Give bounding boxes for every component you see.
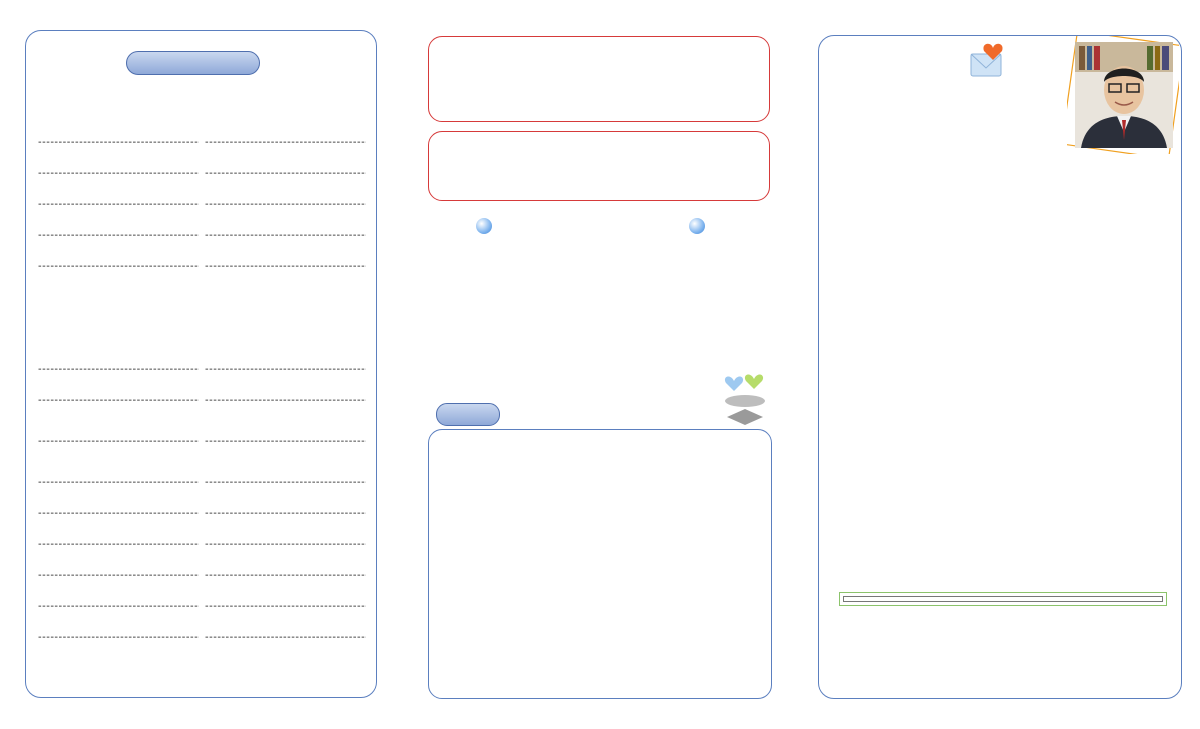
order-item: [36, 568, 368, 599]
order-item-dashes: [38, 166, 366, 182]
worship-order-panel: [25, 30, 377, 698]
order-line-korean: [36, 537, 368, 553]
order-item: [36, 393, 368, 424]
order-item-dashes: [38, 197, 366, 213]
order-line-korean: [36, 259, 368, 275]
order-line-english: [36, 244, 368, 260]
order-item: [36, 228, 368, 259]
order-line-english: [36, 213, 368, 229]
order-line-korean: [36, 599, 368, 615]
order-line-english: [36, 646, 368, 662]
order-item: [36, 135, 368, 166]
message-body: [829, 124, 1179, 590]
offering-title: [436, 403, 500, 426]
order-item: [36, 434, 368, 465]
order-item-english-title: [36, 450, 368, 466]
order-line-english: [36, 522, 368, 538]
order-item-dashes: [38, 475, 366, 491]
order-line-korean: [36, 362, 368, 378]
zoom-meeting-box: [428, 131, 770, 201]
answer-text-2: [36, 337, 368, 353]
order-item-dashes: [38, 259, 366, 275]
order-line-english: [36, 151, 368, 167]
order-line-english: [36, 409, 368, 425]
catechism-question: [36, 306, 368, 322]
catechism-answer: [36, 321, 368, 337]
order-line-korean: [36, 228, 368, 244]
order-line-english: [36, 553, 368, 569]
heart-envelope-icon: [967, 38, 1011, 82]
order-item-english-title: [36, 409, 368, 425]
stand-note: [36, 661, 368, 677]
order-item-dashes: [38, 135, 366, 151]
order-item-dashes: [38, 393, 366, 409]
order-item-dashes: [38, 362, 366, 378]
order-line-korean: [36, 393, 368, 409]
order-item-dashes: [38, 537, 366, 553]
order-item-dashes: [38, 434, 366, 450]
order-item-english-title: [36, 491, 368, 507]
order-item-english-title: [36, 553, 368, 569]
order-item: [36, 599, 368, 630]
order-line-korean: [36, 630, 368, 646]
order-item: [36, 475, 368, 506]
next-week-box: [428, 36, 770, 122]
order-line-english: [36, 378, 368, 394]
reading-table: [843, 596, 1163, 602]
order-item: [36, 630, 368, 661]
order-line-korean: [36, 434, 368, 450]
order-line-korean: [36, 475, 368, 491]
order-item-english-title: [36, 213, 368, 229]
order-item: [36, 259, 368, 290]
order-item: [36, 362, 368, 393]
order-item-dashes: [38, 568, 366, 584]
order-item-english-title: [36, 151, 368, 167]
hearts-icon: [722, 367, 768, 427]
order-line-english: [36, 584, 368, 600]
offering-box: [428, 429, 772, 699]
order-line-english: [36, 491, 368, 507]
catechism-title: [36, 290, 368, 306]
order-item: [36, 506, 368, 537]
bubble-icon: [476, 218, 492, 234]
order-line-english: [36, 615, 368, 631]
order-item-english-title: [36, 275, 368, 291]
order-item: [36, 166, 368, 197]
bubble-icon: [689, 218, 705, 234]
order-line-korean: [36, 197, 368, 213]
order-item: [36, 537, 368, 568]
order-line-korean: [36, 166, 368, 182]
pastor-message-panel: [818, 35, 1182, 699]
order-item-dashes: [38, 599, 366, 615]
order-line-korean: [36, 135, 368, 151]
reading-table-title: [844, 597, 1163, 602]
order-item-dashes: [38, 228, 366, 244]
bulletin-title: [126, 51, 260, 75]
order-list: [36, 135, 368, 677]
order-item-english-title: [36, 378, 368, 394]
order-item-english-title: [36, 182, 368, 198]
order-item-english-title: [36, 522, 368, 538]
order-line-english: [36, 275, 368, 291]
order-item: [36, 197, 368, 228]
order-item-dashes: [38, 630, 366, 646]
order-item-dashes: [38, 506, 366, 522]
order-item-english-title: [36, 615, 368, 631]
order-line-english: [36, 182, 368, 198]
order-item-english-title: [36, 244, 368, 260]
order-line-korean: [36, 568, 368, 584]
order-line-english: [36, 450, 368, 466]
order-item-english-title: [36, 584, 368, 600]
order-item-english-title: [36, 646, 368, 662]
order-line-korean: [36, 506, 368, 522]
reading-table-wrap: [839, 592, 1167, 606]
